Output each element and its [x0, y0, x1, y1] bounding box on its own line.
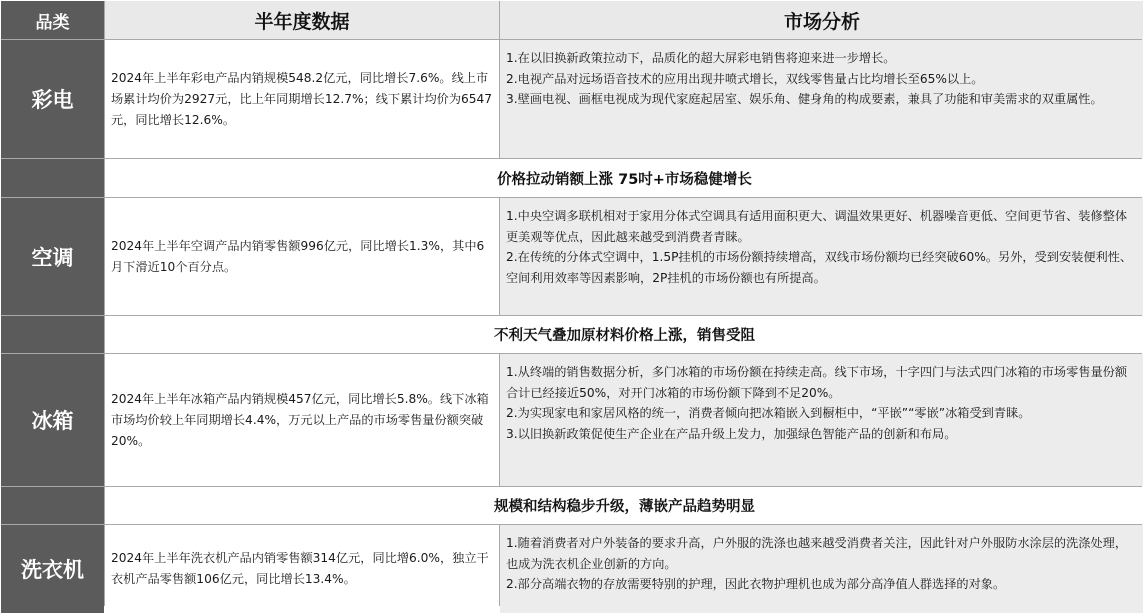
analysis-point: 3.壁画电视、画框电视成为现代家庭起居室、娱乐角、健身角的构成要素，兼具了功能和审美需求的双重属性。 — [506, 92, 1103, 106]
market-analysis-ac — [500, 198, 1143, 315]
market-analysis-table — [1, 1, 1142, 606]
half-year-data-washer — [105, 525, 499, 613]
header-category: 品类 — [1, 1, 104, 39]
market-analysis-tv — [500, 40, 1143, 158]
market-analysis-washer — [500, 525, 1143, 613]
analysis-point: 2.在传统的分体式空调中，1.5P挂机的市场份额持续增高，双线市场份额均已经突破60%。另外，受到安装便利性、空间利用效率等因素影响，2P挂机的市场份额也有所提高。 — [506, 250, 1133, 285]
half-year-data-tv — [105, 40, 499, 158]
category-spacer — [1, 159, 104, 197]
data-text: 2024年上半年冰箱产品内销规模457亿元，同比增长5.8%。线下冰箱市场均价较上年同期增长4.4%，万元以上产品的市场零售量份额突破20%。 — [111, 391, 489, 448]
half-year-data-fridge — [105, 354, 499, 486]
analysis-point: 2.电视产品对远场语音技术的应用出现井喷式增长，双线零售量占比均增长至65%以上。 — [506, 71, 984, 86]
summary-tv: 价格拉动销额上涨 75吋+市场稳健增长 — [105, 159, 1143, 197]
category-washer: 洗衣机 — [1, 525, 104, 613]
category-spacer — [1, 487, 104, 524]
category-fridge: 冰箱 — [1, 354, 104, 486]
analysis-point: 3.以旧换新政策促使生产企业在产品升级上发力，加强绿色智能产品的创新和布局。 — [506, 426, 957, 441]
analysis-point: 1.在以旧换新政策拉动下，品质化的超大屏彩电销售将迎来进一步增长。 — [506, 51, 896, 65]
category-ac: 空调 — [1, 198, 104, 315]
analysis-point: 2.为实现家电和家居风格的统一，消费者倾向把冰箱嵌入到橱柜中，“平嵌”“零嵌”冰箱受到青睐。 — [506, 406, 1031, 420]
analysis-point: 1.中央空调多联机相对于家用分体式空调具有适用面积更大、调温效果更好、机器噪音更低、空间更节省、装修整体更美观等优点，因此越来越受到消费者青睐。 — [506, 209, 1128, 244]
summary-fridge: 规模和结构稳步升级，薄嵌产品趋势明显 — [105, 487, 1143, 524]
data-text: 2024年上半年空调产品内销零售额996亿元，同比增长1.3%，其中6月下滑近10个百分点。 — [111, 238, 485, 274]
half-year-data-ac — [105, 198, 499, 315]
header-market-analysis: 市场分析 — [500, 1, 1143, 39]
analysis-point: 2.部分高端衣物的存放需要特别的护理，因此衣物护理机也成为部分高净值人群选择的对象。 — [506, 577, 1006, 591]
summary-ac: 不利天气叠加原材料价格上涨，销售受阻 — [105, 316, 1143, 353]
market-analysis-fridge — [500, 354, 1143, 486]
data-text: 2024年上半年彩电产品内销规模548.2亿元，同比增长7.6%。线上市场累计均价为2927元，比上年同期增长12.7%；线下累计均价为6547元，同比增长12.6%。 — [111, 70, 493, 127]
category-tv: 彩电 — [1, 40, 104, 158]
data-text: 2024年上半年洗衣机产品内销零售额314亿元，同比增6.0%，独立干衣机产品零售额106亿元，同比增长13.4%。 — [111, 551, 489, 586]
header-half-year-data: 半年度数据 — [105, 1, 499, 39]
category-spacer — [1, 316, 104, 353]
analysis-point: 1.从终端的销售数据分析，多门冰箱的市场份额在持续走高。线下市场，十字四门与法式四门冰箱的市场零售量份额合计已经接近50%，对开门冰箱的市场份额下降到不足20%。 — [506, 365, 1128, 400]
analysis-point: 1.随着消费者对户外装备的要求升高，户外服的洗涤也越来越受消费者关注，因此针对户外服防水涂层的洗涤处理，也成为洗衣机企业创新的方向。 — [506, 536, 1128, 571]
